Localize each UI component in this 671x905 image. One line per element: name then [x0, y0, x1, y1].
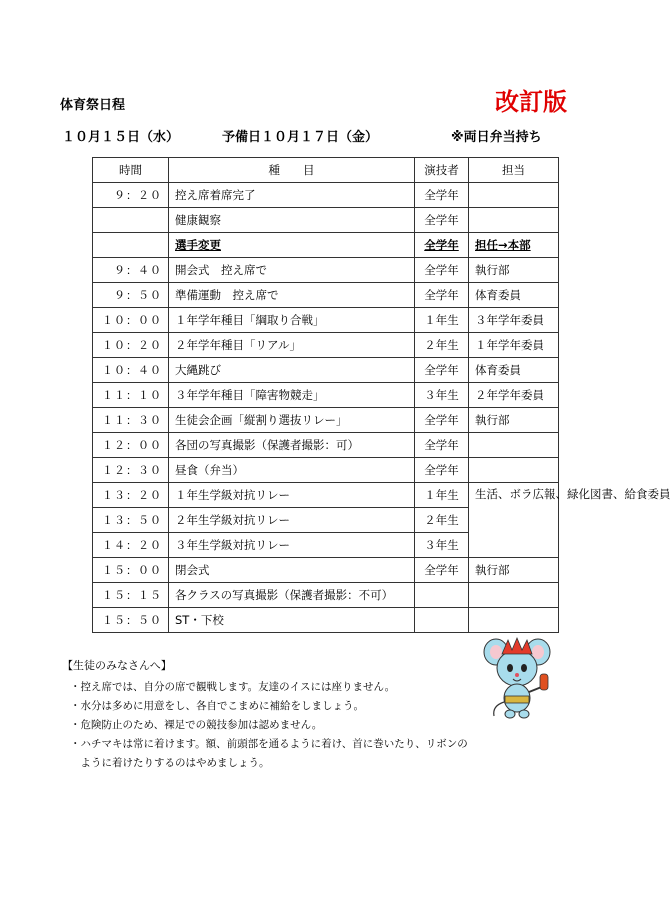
table-row — [93, 258, 559, 283]
cell-event: 開会式 控え席で — [169, 258, 415, 283]
table-row — [93, 458, 559, 483]
table-row — [93, 383, 559, 408]
cell-participants: 全学年 — [415, 558, 469, 583]
mouse-mascot-icon — [482, 630, 554, 722]
cell-event: ２年学年種目「リアル」 — [169, 333, 415, 358]
cell-charge: 執行部 — [469, 408, 559, 433]
cell-event: 各団の写真撮影（保護者撮影：可） — [169, 433, 415, 458]
cell-charge — [469, 608, 559, 633]
table-row — [93, 408, 559, 433]
cell-time: １３：５０ — [93, 508, 169, 533]
table-row — [93, 608, 559, 633]
cell-charge — [469, 433, 559, 458]
note-item: ・ハチマキは常に着けます。額、前頭部を通るように着け、首に巻いたり、リボンの — [70, 738, 468, 750]
table-row — [93, 358, 559, 383]
cell-event: 大縄跳び — [169, 358, 415, 383]
cell-charge: 担任→本部 — [469, 233, 559, 258]
cell-participants: 全学年 — [415, 183, 469, 208]
cell-time: ９：５０ — [93, 283, 169, 308]
cell-event: ２年生学級対抗リレー — [169, 508, 415, 533]
cell-time: １２：００ — [93, 433, 169, 458]
cell-participants: 全学年 — [415, 408, 469, 433]
cell-event: 閉会式 — [169, 558, 415, 583]
cell-time: １１：３０ — [93, 408, 169, 433]
schedule-table — [92, 157, 671, 633]
cell-charge: 執行部 — [469, 258, 559, 283]
cell-participants: 全学年 — [415, 208, 469, 233]
main-date: １０月１５日（水） — [62, 130, 180, 145]
cell-participants: ２年生 — [415, 508, 469, 533]
cell-participants: ３年生 — [415, 533, 469, 558]
table-row — [93, 208, 559, 233]
cell-event: 準備運動 控え席で — [169, 283, 415, 308]
cell-time — [93, 233, 169, 258]
cell-event: １年生学級対抗リレー — [169, 483, 415, 508]
cell-participants: １年生 — [415, 308, 469, 333]
cell-participants: 全学年 — [415, 358, 469, 383]
cell-participants: 全学年 — [415, 283, 469, 308]
table-row — [93, 583, 559, 608]
cell-time: １０：２０ — [93, 333, 169, 358]
cell-time: ９：４０ — [93, 258, 169, 283]
cell-time: ９：２０ — [93, 183, 169, 208]
revision-badge: 改訂版 — [495, 88, 567, 116]
cell-charge — [469, 208, 559, 233]
cell-time: １５：００ — [93, 558, 169, 583]
header-event: 種 目 — [169, 158, 415, 183]
cell-event: １年学年種目「綱取り合戦」 — [169, 308, 415, 333]
cell-participants: 全学年 — [415, 258, 469, 283]
cell-time: １０：４０ — [93, 358, 169, 383]
cell-event: 各クラスの写真撮影（保護者撮影：不可） — [169, 583, 415, 608]
cell-event: 昼食（弁当） — [169, 458, 415, 483]
cell-charge: 体育委員 — [469, 283, 559, 308]
cell-charge: 執行部 — [469, 558, 559, 583]
table-row — [93, 558, 559, 583]
cell-charge: １年学年委員 — [469, 333, 559, 358]
note-item: ・控え席では、自分の席で観戦します。友達のイスには座りません。 — [70, 681, 396, 693]
cell-participants: １年生 — [415, 483, 469, 508]
cell-time: １５：５０ — [93, 608, 169, 633]
table-row — [93, 233, 559, 258]
cell-charge — [469, 583, 559, 608]
header-time: 時間 — [93, 158, 169, 183]
table-row — [93, 483, 559, 508]
cell-event: 選手変更 — [169, 233, 415, 258]
cell-event: 生徒会企画「縦割り選抜リレー」 — [169, 408, 415, 433]
cell-participants — [415, 583, 469, 608]
cell-event: 健康観察 — [169, 208, 415, 233]
cell-event: ST・下校 — [169, 608, 415, 633]
notes-list — [70, 678, 468, 773]
cell-event: 控え席着席完了 — [169, 183, 415, 208]
table-row — [93, 283, 559, 308]
cell-time: １３：２０ — [93, 483, 169, 508]
cell-time: １０：００ — [93, 308, 169, 333]
reserve-date: 予備日１０月１７日（金） — [222, 130, 379, 145]
cell-participants: 全学年 — [415, 233, 469, 258]
cell-charge: ２年学年委員 — [469, 383, 559, 408]
table-row — [93, 308, 559, 333]
note-item: ・危険防止のため、裸足での競技参加は認めません。 — [70, 719, 323, 731]
cell-charge: 体育委員 — [469, 358, 559, 383]
cell-time: １４：２０ — [93, 533, 169, 558]
cell-event: ３年生学級対抗リレー — [169, 533, 415, 558]
cell-participants: ３年生 — [415, 383, 469, 408]
header-participants: 演技者 — [415, 158, 469, 183]
table-header-row — [93, 158, 559, 183]
table-row — [93, 183, 559, 208]
cell-time — [93, 208, 169, 233]
cell-participants: 全学年 — [415, 433, 469, 458]
cell-participants: 全学年 — [415, 458, 469, 483]
cell-relay-charge: 生活、ボラ広報、緑化図書、給食委員 — [469, 483, 559, 558]
cell-time: １５：１５ — [93, 583, 169, 608]
notes-heading: 【生徒のみなさんへ】 — [62, 659, 172, 672]
lunch-note: ※両日弁当持ち — [451, 130, 542, 145]
table-row — [93, 433, 559, 458]
page-title: 体育祭日程 — [60, 98, 126, 113]
cell-participants — [415, 608, 469, 633]
table-row — [93, 333, 559, 358]
cell-charge — [469, 183, 559, 208]
header-charge: 担当 — [469, 158, 559, 183]
cell-charge: ３年学年委員 — [469, 308, 559, 333]
note-item: ・水分は多めに用意をし、各自でこまめに補給をしましょう。 — [70, 700, 364, 712]
cell-event: ３年学年種目「障害物競走」 — [169, 383, 415, 408]
note-item: ように着けたりするのはやめましょう。 — [70, 757, 270, 769]
cell-time: １２：３０ — [93, 458, 169, 483]
cell-charge — [469, 458, 559, 483]
cell-participants: ２年生 — [415, 333, 469, 358]
cell-time: １１：１０ — [93, 383, 169, 408]
